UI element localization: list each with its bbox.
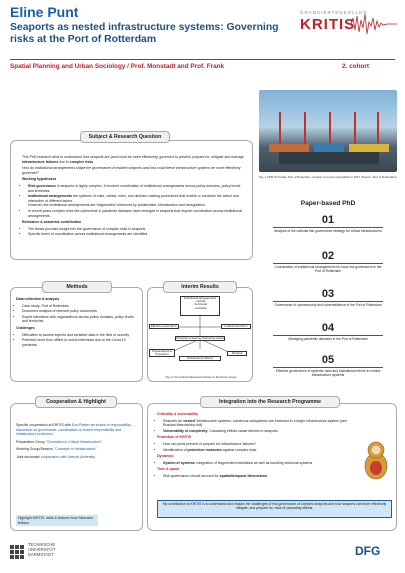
methods-heading: Methods (42, 281, 112, 293)
node-effective-gov: Effective governance (150, 324, 178, 328)
node-infra-failures: Infrastructure failures (179, 356, 221, 361)
diagram-caption: Fig. 2 Conceptual framework based on literature review (165, 375, 237, 379)
paper-text: Effective governance of systemic risks and institutional reform in nested infrastructure systems (273, 367, 383, 377)
kritis-logo-top: GRADUIERTENKOLLEG (300, 10, 368, 15)
paper-text: Governance of cybersecurity and cyberresilience in the Port of Rotterdam (274, 303, 382, 307)
node-institutional: Institutional arrangements - vertical - horizontal - territorial (180, 296, 220, 316)
node-preparedness: Preparedness & Prevention (149, 349, 175, 357)
node-protection: Protection measures defined by actors (176, 336, 224, 340)
node-inst-reform: Institutional reform (221, 324, 251, 329)
subject-text: This PhD research aims to understand how seaports are (and could be more effectively) governed to prevent, prepare for, mitigate and manage infrastructure failures due to complex risks How do institutional arrangements shape the governance of resilient seaports and how could these infrastructure systems be more effectively governed? Working hypotheses • Risk governance in seaports is highly complex. It involves coordination of institutional arrangements across policy domains, policy levels and territories. • Institutional arrangements are systems of rules, values, rules, and decision-making procedures that enable or constrain the action and interaction of different actors. However, the institutional arrangements are 'fragmented' reinforced by privatization, liberalization and deregulation. • In recent years complex risks like cybercrime & pandemic diseases have emerged in seaports that require coordination across institutional arrangements. Relevance & academic contribution • The thesis provides insight into the governance of complex risks in seaports • Specific forms of coordination across institutional arrangements are identified. (22, 155, 246, 239)
contribution-box: My contribution to KRITIS is to understand and explain the challenges of risk governance of complex seaports and how seaports can more effectively mitigate, and prepare for, risks of cascading effects. (157, 500, 392, 518)
author-name: Eline Punt (10, 4, 79, 20)
integration-text: Criticality & vulnerability • Seaports as 'nested' infrastructure systems: numerous subsystems are enclosed in a larger infrastructure-system (see: Russian Matroschka doll) • Vulnerability of complexity: Cascading effects cause failures in seaports Protection of KRITIS • How can ports prevent or prepare for infrastructure failures? • Identification of protection measures against complex risks Dynamics • System of systems: integration of fragmented institutions as well as bundling technical systems Time & space • Risk governance should account for spatial/temporal dimensions. (157, 412, 357, 481)
department: Spatial Planning and Urban Sociology / Prof. Monstadt and Prof. Frank (10, 63, 225, 70)
tu-darmstadt-logo-icon (10, 545, 24, 559)
paper-based-heading: Paper-based PhD (300, 200, 356, 207)
interim-heading: Interim Results (163, 281, 237, 293)
framework-diagram (147, 294, 253, 374)
coop-heading: Cooperation & Highlight (35, 396, 117, 408)
integration-heading: Integration into the Research Programme (200, 396, 340, 408)
kritis-logo: KRITIS (300, 16, 356, 33)
photo-caption: Fig. 1 APM Terminals, Port of Rotterdam, location of recent cyberattack in 2017 (Source: Port of Rotterdam) (259, 175, 397, 179)
paper-num: 03 (321, 288, 335, 300)
subject-heading: Subject & Research Question (80, 131, 170, 143)
node-demand: Demand (227, 351, 247, 356)
port-photo (259, 90, 397, 172)
matroschka-doll-icon (362, 440, 390, 480)
paper-num: 04 (321, 322, 335, 334)
paper-num: 01 (321, 214, 335, 226)
paper-num: 05 (321, 354, 335, 366)
paper-text: Managing pandemic diseases in the Port of Rotterdam (273, 335, 383, 341)
header-divider (10, 59, 395, 60)
poster-title: Seaports as nested infrastructure systems: Governing risks at the Port of Rotterdam (10, 22, 279, 45)
methods-text: Data collection & analysis • Case study: Port of Rotterdam • Document analysis of relevant policy documents • Expert interviews with organizations across policy domains, policy levels and territories Challenges • Difficulties to access experts and sensitive data in the field of security • Potential move from offline to online interviews due to the Covid-19 pandemic (16, 297, 138, 349)
dfg-logo: DFG (355, 544, 381, 558)
paper-num: 02 (321, 250, 335, 262)
cohort-label: 2. cohort (342, 63, 369, 70)
tu-darmstadt-name: TECHNISCHE UNIVERSITÄT DARMSTADT (28, 542, 56, 557)
waveform-icon (347, 12, 397, 36)
paper-text: Coordination of institutional arrangements for flood risk governance in the Port of Rotterdam (274, 265, 382, 274)
coop-highlight: Highlight KRITIS: visits & lectures from Mercator fellows (16, 515, 98, 526)
coop-text: Specific cooperation at KRITIS with Eva Platzer on scales of responsibility – discussion on governance, coordination of shared responsibility and infrastructure protection Preparation Group "Circulation in Critical Infrastructure" Working Group/Session "Concepts of Infrastructure" Joint doctorate/ cooperation with Utrecht University (16, 423, 134, 459)
paper-text: Analysis of the national risk governance strategy for critical infrastructures (274, 229, 382, 233)
